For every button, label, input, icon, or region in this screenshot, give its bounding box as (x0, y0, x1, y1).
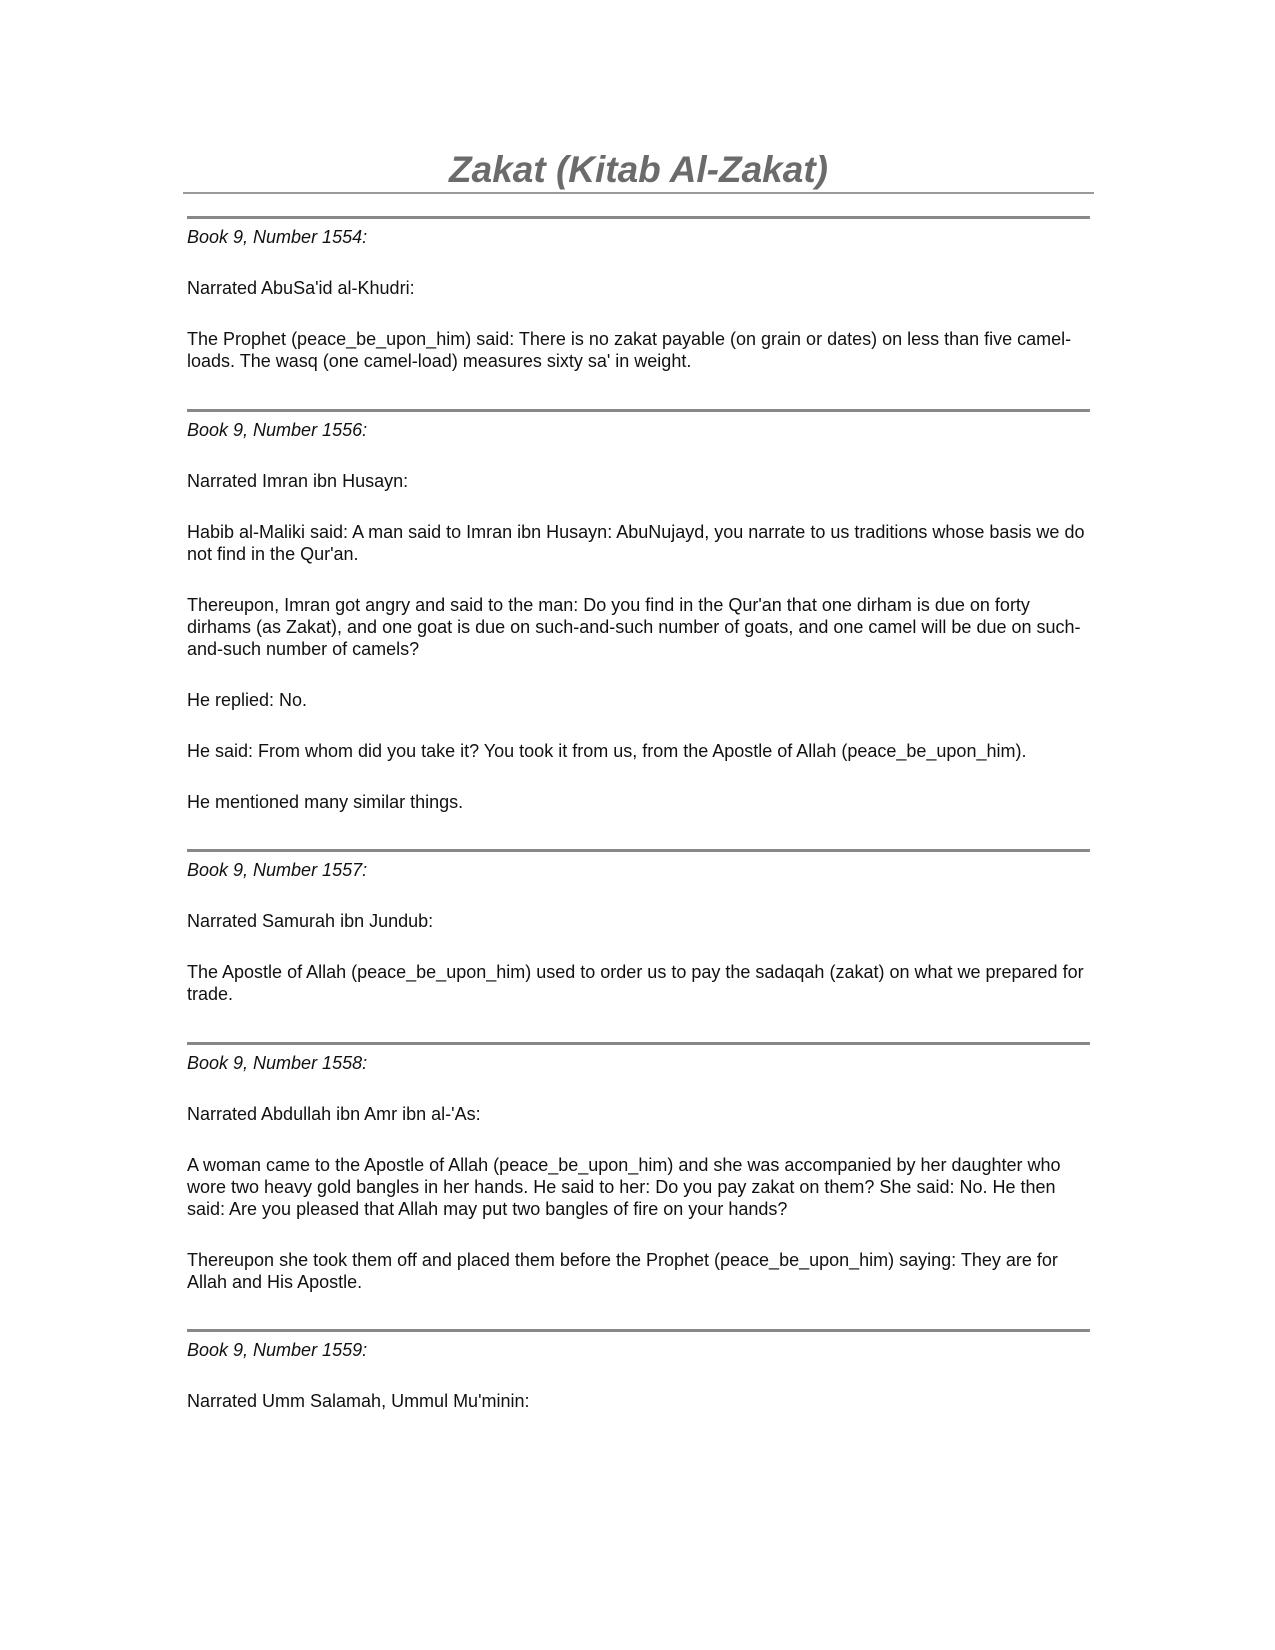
hadith-paragraph: He said: From whom did you take it? You took it from us, from the Apostle of Allah (peace_be_upon_him). (187, 741, 1027, 761)
hadith-paragraph: Thereupon she took them off and placed them before the Prophet (peace_be_upon_him) saying: They are for Allah and His Apostle. (187, 1250, 1058, 1292)
hadith-paragraph: The Prophet (peace_be_upon_him) said: There is no zakat payable (on grain or dates) on less than five camel-loads. The wasq (one camel-load) measures sixty sa' in weight. (187, 329, 1072, 371)
hadith-reference: Book 9, Number 1556: (187, 420, 368, 440)
title-divider (183, 192, 1094, 194)
page-title: Zakat (Kitab Al-Zakat) (449, 149, 828, 190)
hadith-narrator: Narrated Umm Salamah, Ummul Mu'minin: (187, 1391, 530, 1411)
hadith-paragraph: He replied: No. (187, 690, 308, 710)
hadith-reference: Book 9, Number 1557: (187, 860, 368, 880)
hadith-divider (187, 409, 1090, 412)
hadith-paragraph: He mentioned many similar things. (187, 792, 464, 812)
hadith-narrator: Narrated Samurah ibn Jundub: (187, 911, 434, 931)
hadith-entry (187, 849, 1090, 1034)
hadith-reference: Book 9, Number 1558: (187, 1053, 368, 1073)
hadith-divider (187, 1042, 1090, 1045)
hadith-reference: Book 9, Number 1559: (187, 1340, 368, 1360)
hadith-divider (187, 1329, 1090, 1332)
hadith-reference: Book 9, Number 1554: (187, 227, 368, 247)
hadith-entry (187, 1329, 1090, 1441)
hadith-paragraph: The Apostle of Allah (peace_be_upon_him) used to order us to pay the sadaqah (zakat) on what we prepared for trade. (187, 962, 1084, 1004)
hadith-narrator: Narrated AbuSa'id al-Khudri: (187, 278, 415, 298)
hadith-narrator: Narrated Imran ibn Husayn: (187, 471, 409, 491)
hadith-divider (187, 216, 1090, 219)
hadith-paragraph: Habib al-Maliki said: A man said to Imran ibn Husayn: AbuNujayd, you narrate to us traditions whose basis we do not find in the Qur'an. (187, 522, 1085, 564)
hadith-paragraph: A woman came to the Apostle of Allah (peace_be_upon_him) and she was accompanied by her daughter who wore two heavy gold bangles in her hands. He said to her: Do you pay zakat on them? She said: No. He then said: Are you pleased that Allah may put two bangles of fire on your hands? (187, 1155, 1061, 1219)
hadith-divider (187, 849, 1090, 852)
hadith-entry (187, 1042, 1090, 1322)
hadith-paragraph: Thereupon, Imran got angry and said to the man: Do you find in the Qur'an that one dirham is due on forty dirhams (as Zakat), and one goat is due on such-and-such number of goats, and one camel will be due on such-and-such number of camels? (187, 595, 1081, 659)
hadith-entry (187, 409, 1090, 842)
hadith-narrator: Narrated Abdullah ibn Amr ibn al-'As: (187, 1104, 481, 1124)
hadith-entry (187, 216, 1090, 401)
